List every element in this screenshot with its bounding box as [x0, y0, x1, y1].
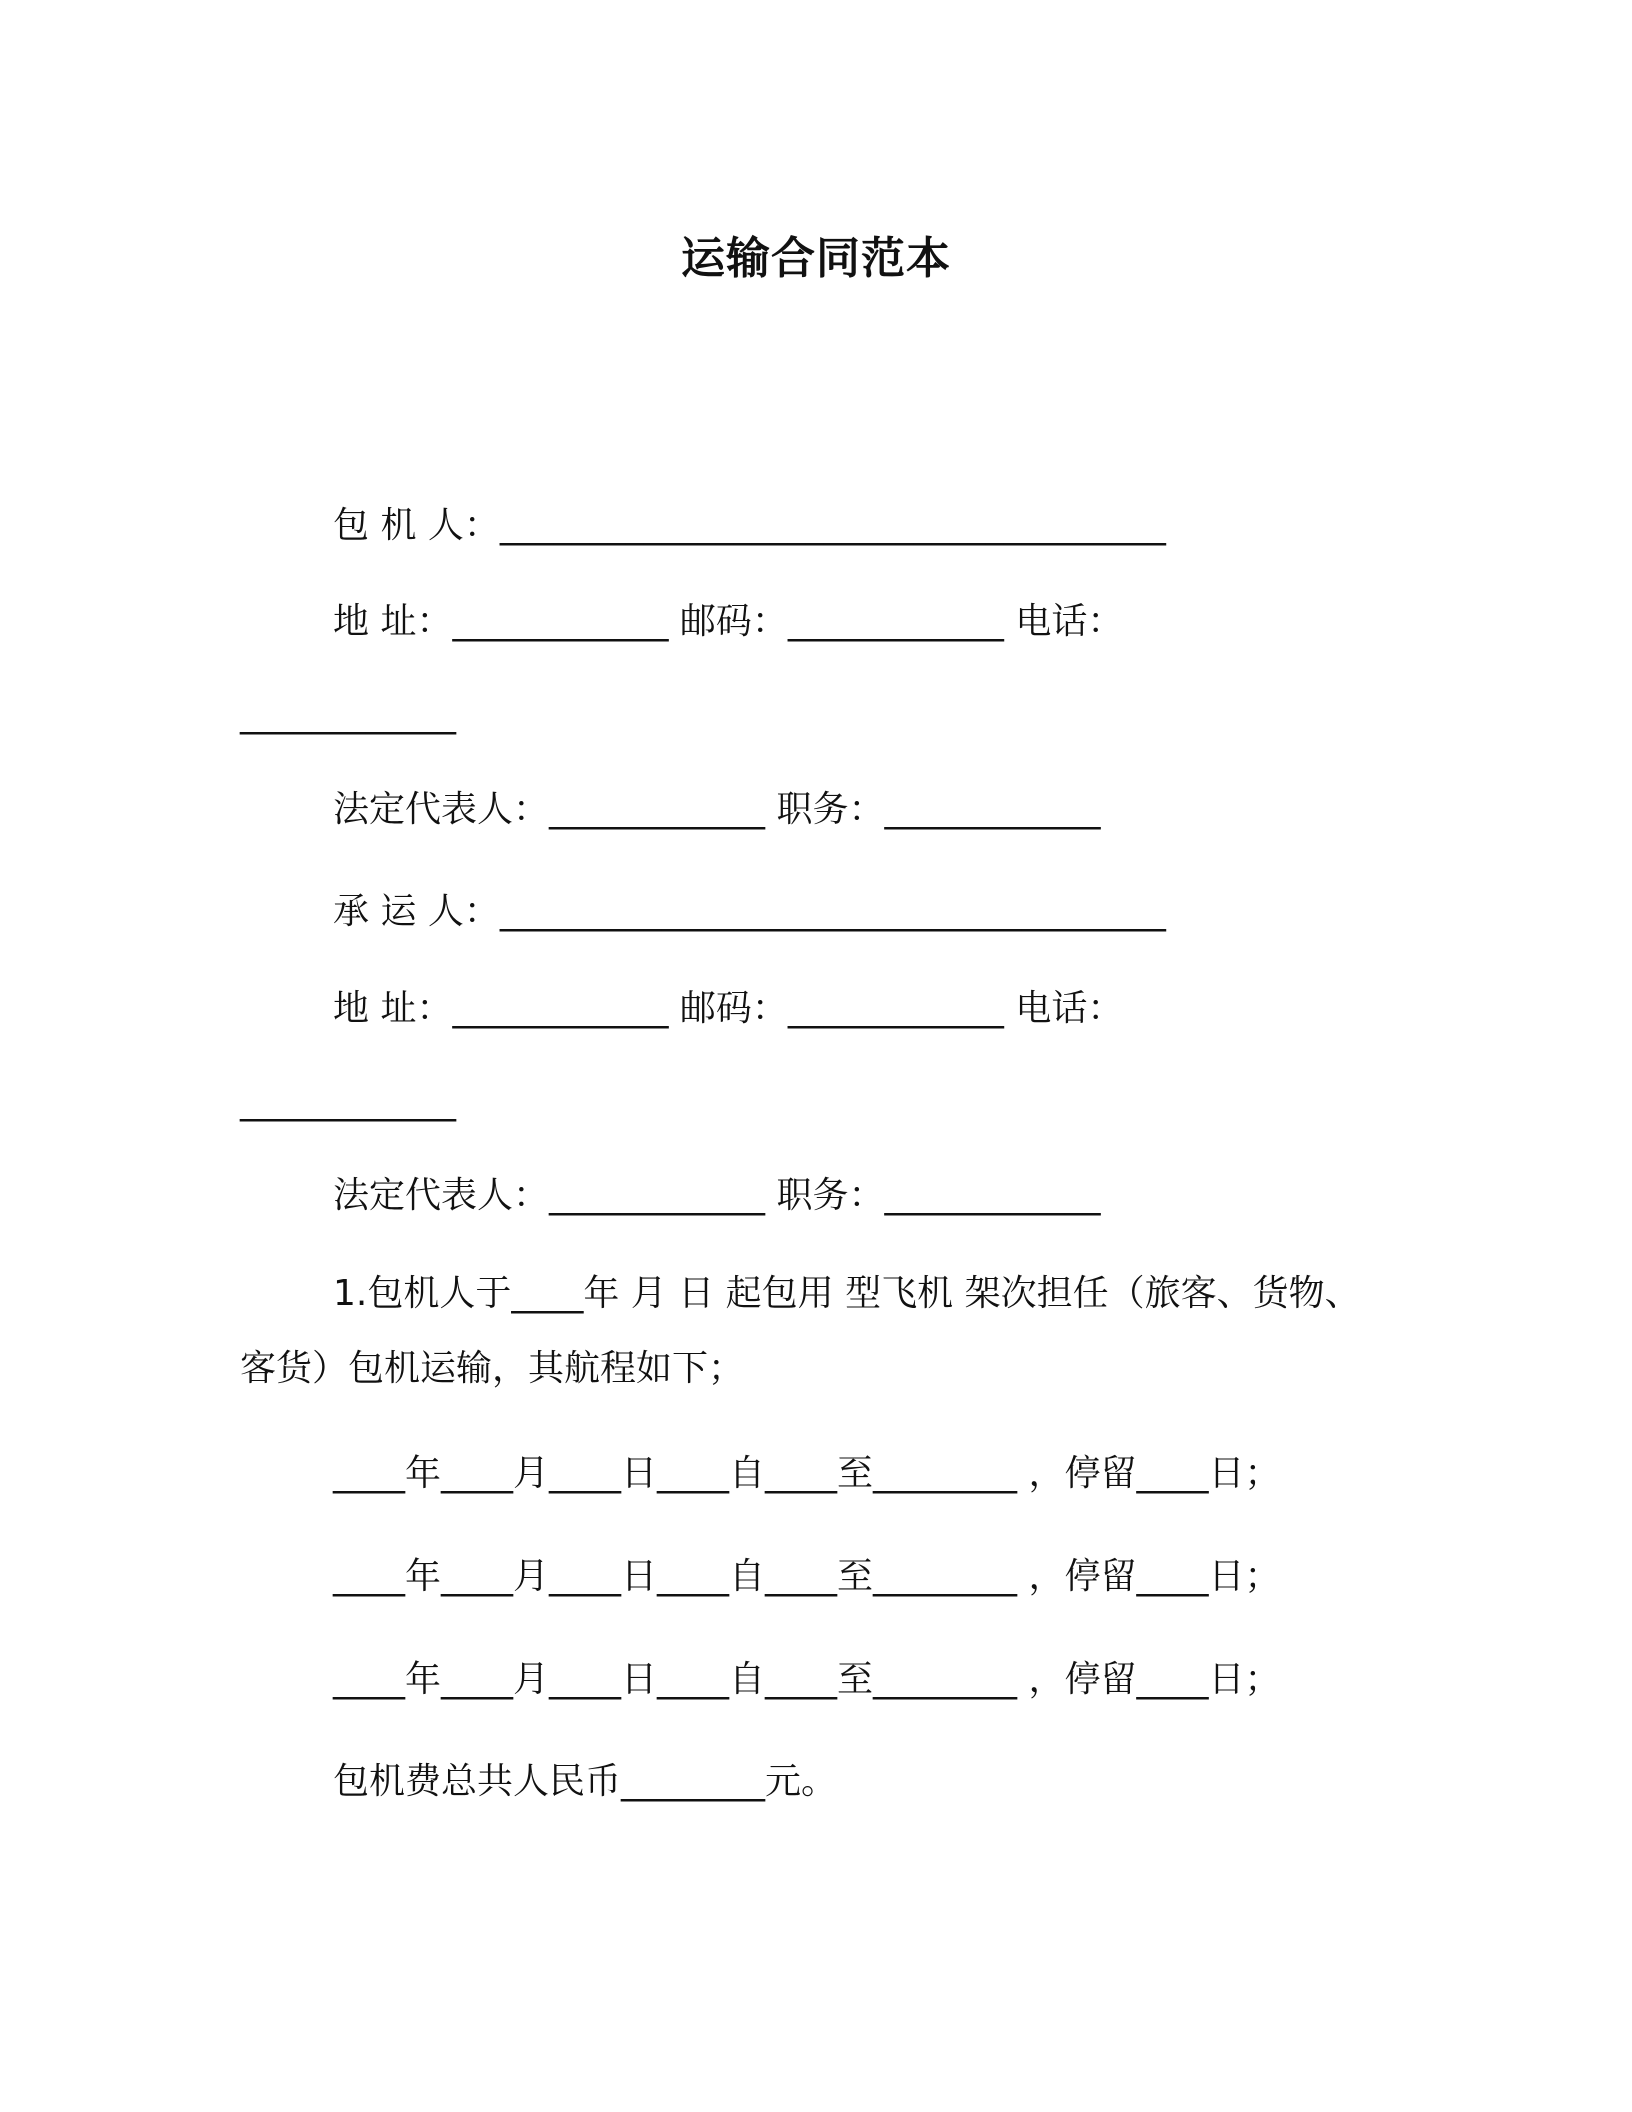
carrier-phone-blank: ____________ — [240, 1081, 456, 1122]
carrier-line: 承 运 人：_____________________________________ — [333, 891, 1166, 932]
carrier-legal-rep-line: 法定代表人：____________ 职务：____________ — [333, 1175, 1101, 1216]
document-title: 运输合同范本 — [681, 233, 951, 284]
itinerary-row: ____年____月____日____自____至________ ，停留____日； — [333, 1556, 1281, 1597]
charterer-phone-blank: ____________ — [240, 694, 456, 735]
clause-1-line-2: 客货）包机运输，其航程如下； — [240, 1348, 745, 1389]
charterer-address-line: 地 址：____________ 邮码：____________ 电话： — [333, 601, 1124, 642]
clause-1-line-1: 1.包机人于____年 月 日 起包用 型飞机 架次担任（旅客、货物、 — [333, 1273, 1361, 1314]
charterer-line: 包 机 人：_____________________________________ — [333, 505, 1166, 546]
itinerary-row: ____年____月____日____自____至________ ，停留____日； — [333, 1659, 1281, 1700]
itinerary-row: ____年____月____日____自____至________ ，停留____日； — [333, 1453, 1281, 1494]
charterer-legal-rep-line: 法定代表人：____________ 职务：____________ — [333, 789, 1101, 830]
charter-fee-line: 包机费总共人民币________元。 — [333, 1761, 838, 1802]
carrier-address-line: 地 址：____________ 邮码：____________ 电话： — [333, 988, 1124, 1029]
